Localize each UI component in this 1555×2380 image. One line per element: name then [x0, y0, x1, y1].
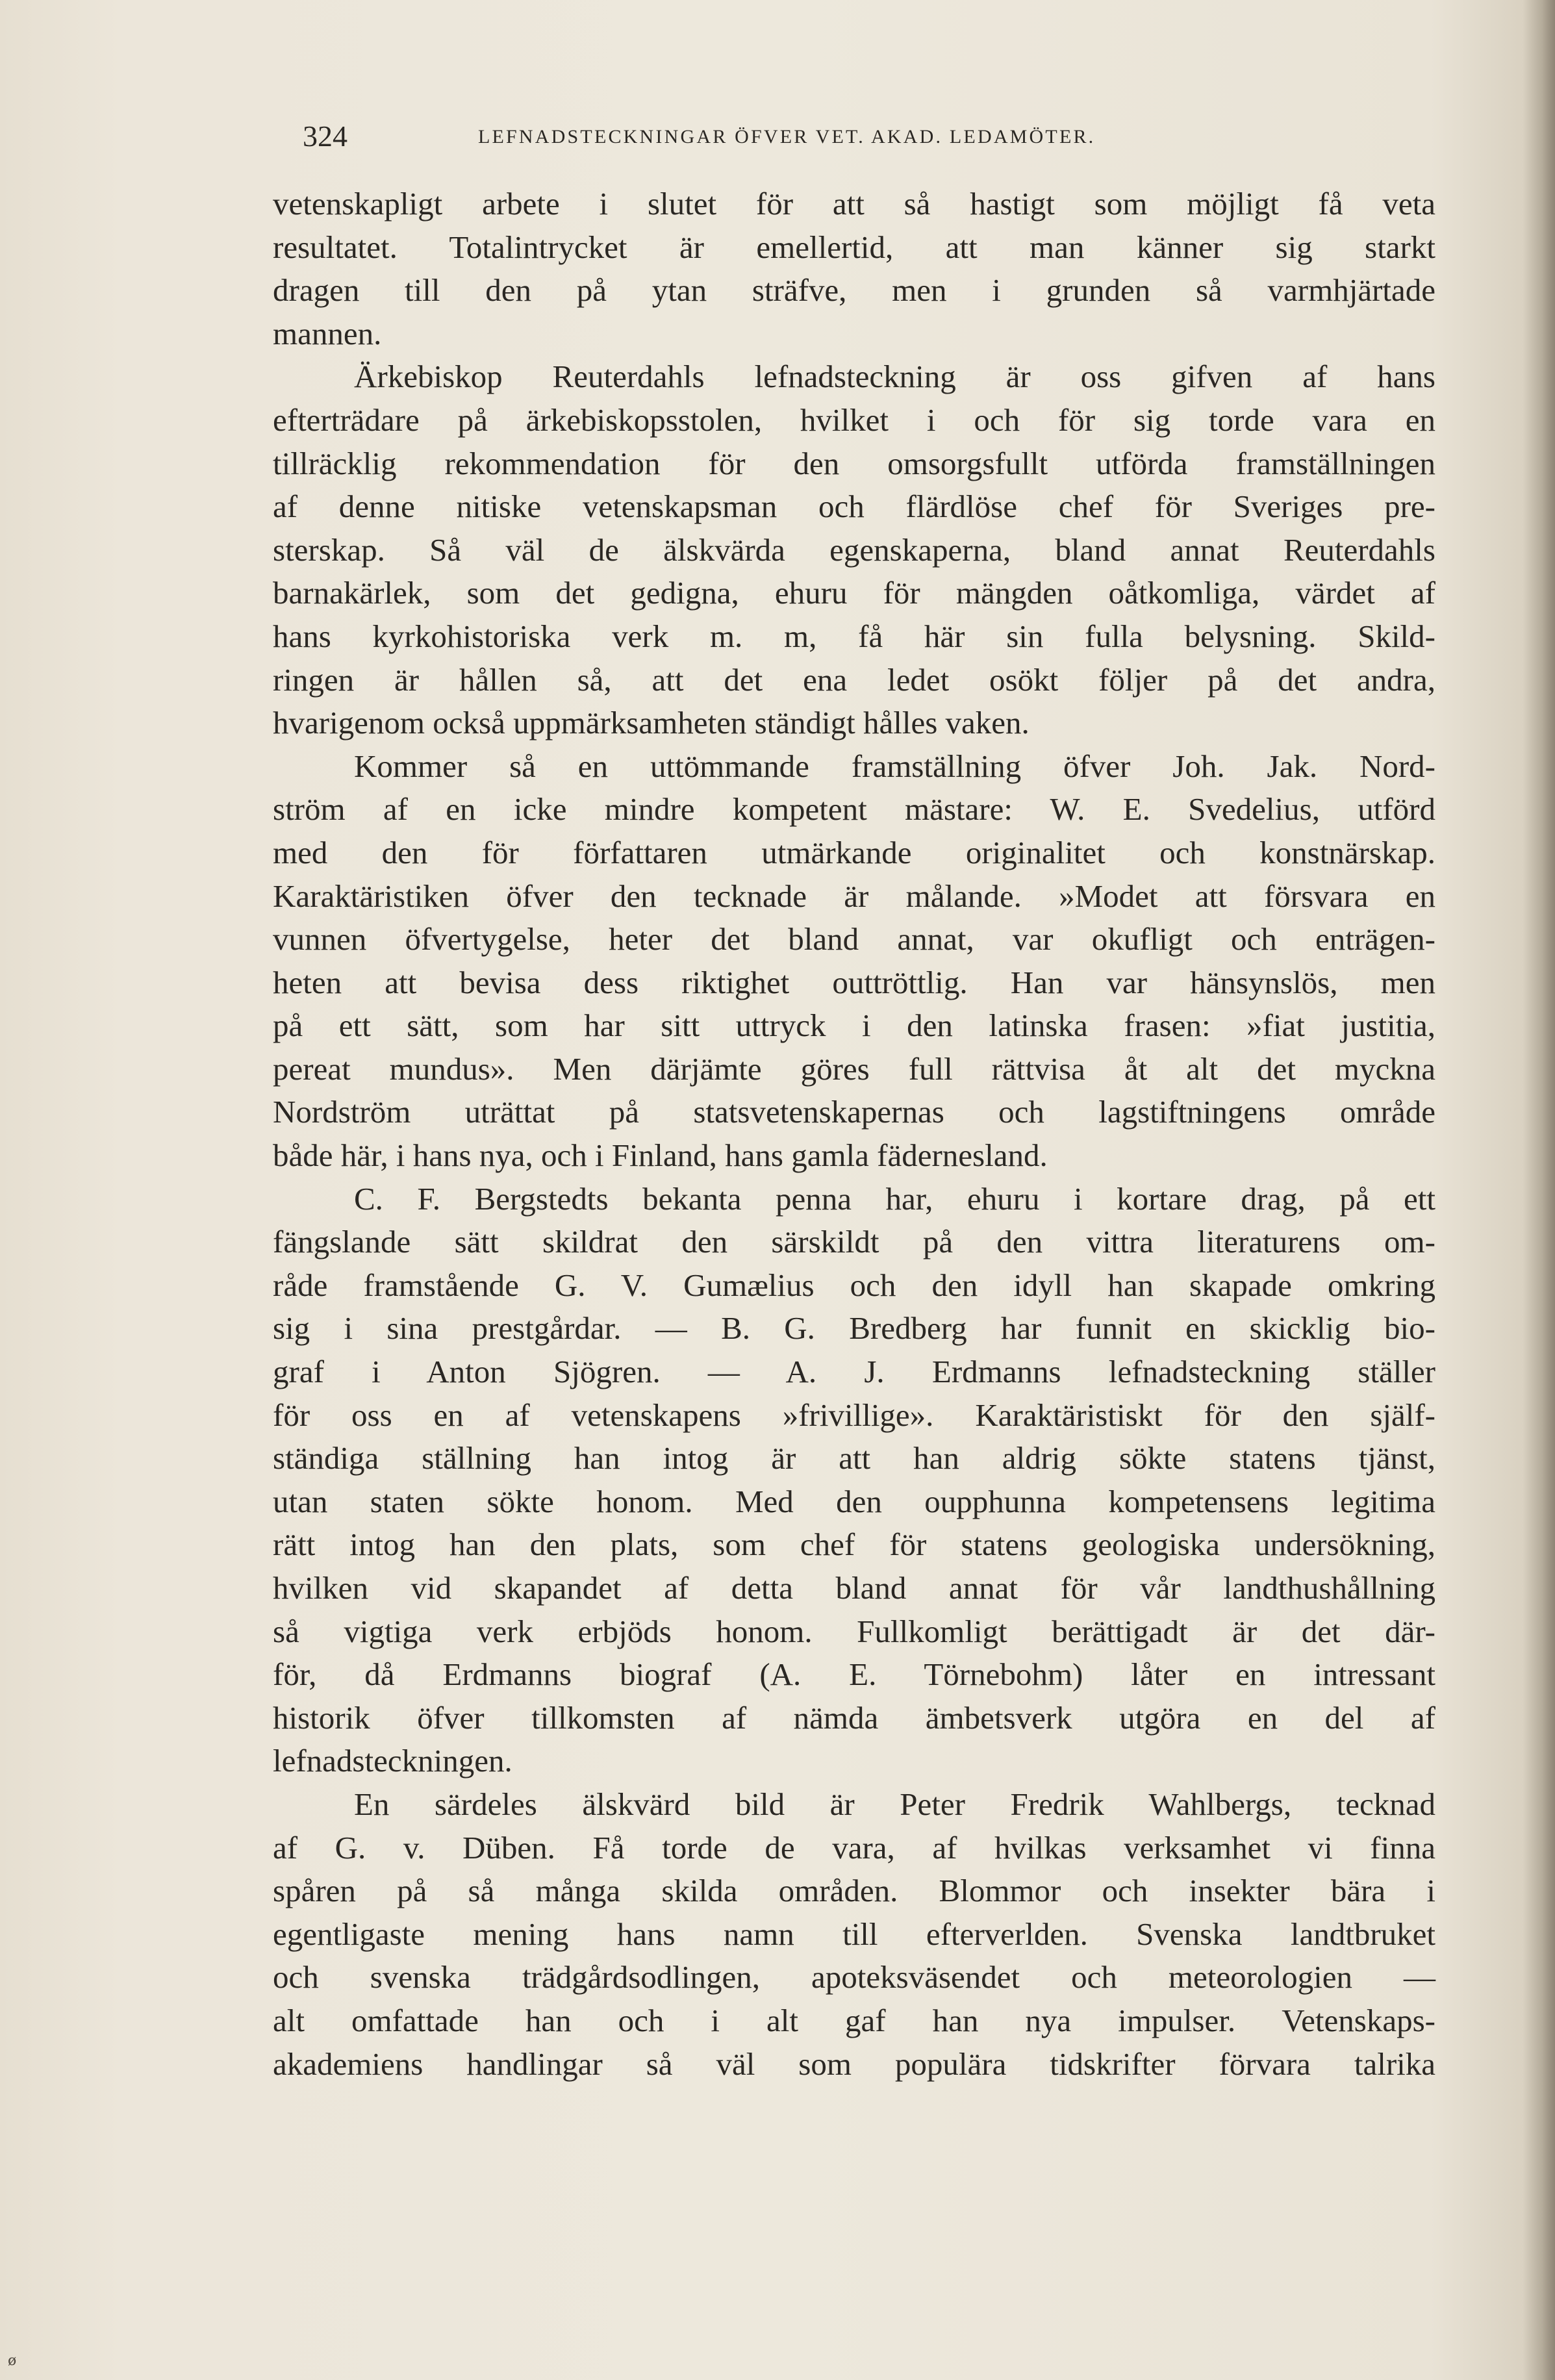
- text-line: med den för författaren utmärkande originalitet och konstnärskap.: [273, 834, 1435, 870]
- text-line: En särdeles älskvärd bild är Peter Fredrik Wahlbergs, tecknad: [354, 1786, 1435, 1822]
- text-line: graf i Anton Sjögren. — A. J. Erdmanns lefnadsteckning ställer: [273, 1354, 1435, 1390]
- text-line: pereat mundus». Men därjämte göres full rättvisa åt alt det myckna: [273, 1050, 1435, 1087]
- page-edge-shadow: [1523, 0, 1555, 2380]
- body-text: [273, 183, 1435, 2086]
- text-line: både här, i hans nya, och i Finland, hans gamla fädernesland.: [273, 1137, 1048, 1174]
- text-line: ständiga ställning han intog är att han aldrig sökte statens tjänst,: [273, 1440, 1435, 1476]
- text-line: hvilken vid skapandet af detta bland annat för vår landthushållning: [273, 1570, 1435, 1606]
- text-line: C. F. Bergstedts bekanta penna har, ehuru i kortare drag, på ett: [354, 1180, 1435, 1217]
- text-line: råde framstående G. V. Gumælius och den idyll han skapade omkring: [273, 1267, 1435, 1303]
- text-line: sig i sina prestgårdar. — B. G. Bredberg har funnit en skicklig bio-: [273, 1310, 1435, 1347]
- text-line: Nordström uträttat på statsvetenskapernas och lagstiftningens område: [273, 1094, 1435, 1130]
- text-line: historik öfver tillkomsten af nämda ämbetsverk utgöra en del af: [273, 1699, 1435, 1736]
- text-line: rätt intog han den plats, som chef för statens geologiska undersökning,: [273, 1526, 1435, 1563]
- text-line: ringen är hållen så, att det ena ledet osökt följer på det andra,: [273, 661, 1435, 698]
- text-line: af G. v. Düben. Få torde de vara, af hvilkas verksamhet vi finna: [273, 1829, 1435, 1866]
- text-line: på ett sätt, som har sitt uttryck i den latinska frasen: »fiat justitia,: [273, 1007, 1435, 1044]
- text-line: för, då Erdmanns biograf (A. E. Törnebohm) låter en intressant: [273, 1656, 1435, 1693]
- text-line: ström af en icke mindre kompetent mästare: W. E. Svedelius, utförd: [273, 791, 1435, 828]
- text-line: dragen till den på ytan sträfve, men i grunden så varmhjärtade: [273, 272, 1435, 309]
- text-line: tillräcklig rekommendation för den omsorgsfullt utförda framställningen: [273, 445, 1435, 481]
- text-line: sterskap. Så väl de älskvärda egenskaperna, bland annat Reuterdahls: [273, 531, 1435, 568]
- text-line: hans kyrkohistoriska verk m. m, få här sin fulla belysning. Skild-: [273, 618, 1435, 654]
- text-line: fängslande sätt skildrat den särskildt på den vittra literaturens om-: [273, 1224, 1435, 1260]
- text-line: vetenskapligt arbete i slutet för att så hastigt som möjligt få veta: [273, 186, 1435, 222]
- page-number: 324: [303, 120, 348, 153]
- text-line: efterträdare på ärkebiskopsstolen, hvilket i och för sig torde vara en: [273, 401, 1435, 438]
- text-line: alt omfattade han och i alt gaf han nya impulser. Vetenskaps-: [273, 2002, 1435, 2038]
- text-line: Ärkebiskop Reuterdahls lefnadsteckning är oss gifven af hans: [354, 359, 1435, 395]
- text-line: Kommer så en uttömmande framställning öfver Joh. Jak. Nord-: [354, 748, 1435, 784]
- page-header: [303, 117, 1258, 156]
- text-line: utan staten sökte honom. Med den oupphunna kompetensens legitima: [273, 1483, 1435, 1519]
- text-line: spåren på så många skilda områden. Blommor och insekter bära i: [273, 1873, 1435, 1909]
- text-line: vunnen öfvertygelse, heter det bland annat, var okufligt och enträgen-: [273, 921, 1435, 957]
- running-head: LEFNADSTECKNINGAR ÖFVER VET. AKAD. LEDAMÖTER.: [478, 126, 1096, 147]
- text-line: och svenska trädgårdsodlingen, apoteksväsendet och meteorologien —: [273, 1959, 1435, 1995]
- text-line: akademiens handlingar så väl som populära tidskrifter förvara talrika: [273, 2045, 1435, 2082]
- text-line: så vigtiga verk erbjöds honom. Fullkomligt berättigadt är det där-: [273, 1613, 1435, 1649]
- text-line: heten att bevisa dess riktighet outtröttlig. Han var hänsynslös, men: [273, 964, 1435, 1000]
- text-line: resultatet. Totalintrycket är emellertid, att man känner sig starkt: [273, 229, 1435, 265]
- text-line: egentligaste mening hans namn till efterverlden. Svenska landtbruket: [273, 1916, 1435, 1952]
- ornament-mark: ø: [8, 2353, 17, 2369]
- text-line: mannen.: [273, 315, 382, 351]
- text-line: barnakärlek, som det gedigna, ehuru för mängden oåtkomliga, värdet af: [273, 575, 1435, 611]
- text-line: hvarigenom också uppmärksamheten ständigt hålles vaken.: [273, 705, 1030, 741]
- text-line: för oss en af vetenskapens »frivillige». Karaktäristiskt för den själf-: [273, 1397, 1435, 1433]
- text-line: Karaktäristiken öfver den tecknade är målande. »Modet att försvara en: [273, 878, 1435, 914]
- text-line: af denne nitiske vetenskapsman och flärdlöse chef för Sveriges pre-: [273, 488, 1435, 525]
- text-line: lefnadsteckningen.: [273, 1743, 512, 1779]
